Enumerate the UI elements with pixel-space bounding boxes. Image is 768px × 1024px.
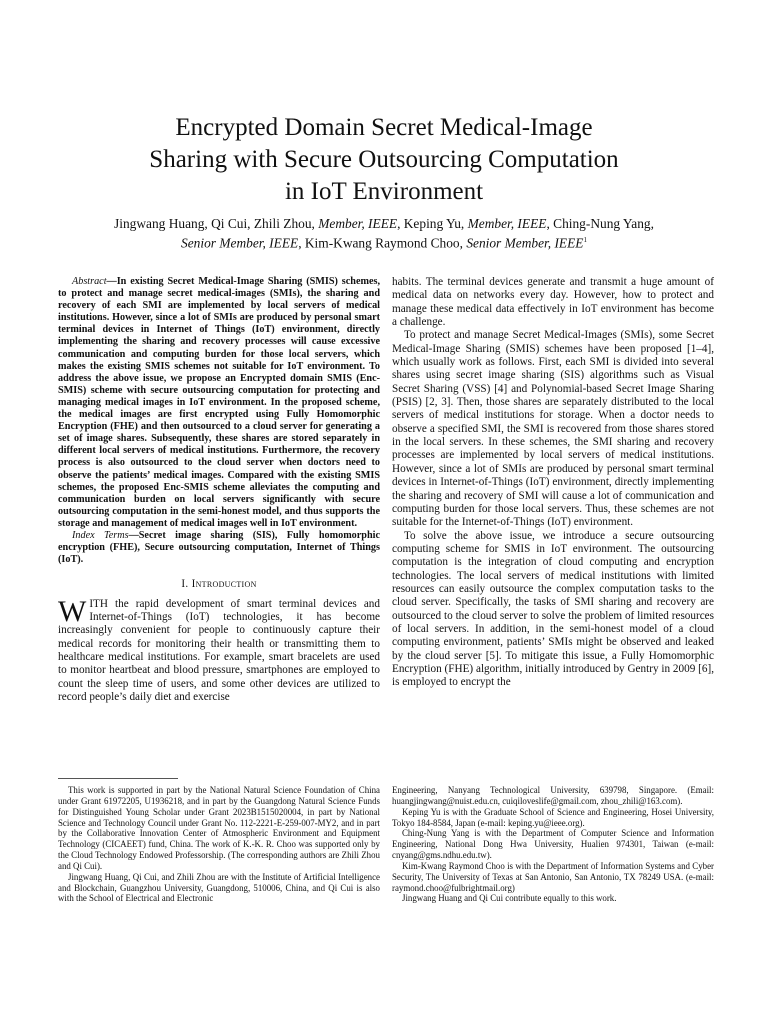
footnote-equal-contribution: Jingwang Huang and Qi Cui contribute equally to this work. [402, 893, 617, 904]
paper-title [60, 112, 708, 208]
section-number: I. [181, 578, 189, 591]
author-names-2: , Keping Yu, [397, 216, 468, 231]
author-names-1: Jingwang Huang, Qi Cui, Zhili Zhou, [114, 216, 319, 231]
intro-paragraph-1 [58, 594, 380, 705]
title-line-2: Sharing with Secure Outsourcing Computation [149, 146, 619, 173]
author-list [60, 216, 708, 251]
index-terms-text: —Secret image sharing (SIS), Fully homomorphic encryption (FHE), Secure outsourcing computation, Internet of Things (IoT). [58, 529, 380, 566]
abstract-text: —In existing Secret Medical-Image Sharing (SMIS) schemes, to protect and manage secret medical-images (SMIs), the sharing and recovery of each SMI are implemented by local servers of medical institutions. However, since a lot of SMIs are produced by personal smart terminal devices in Internet of Things (IoT) environment, directly implementing the sharing and recovery processes will cause excessive communication and computing burden for those local servers, which makes the existing SMIS schemes not suitable for IoT environment. To address the above issue, we propose an Encrypted domain SMIS (Enc-SMIS) scheme with secure outsourcing computation for protecting and managing medical images in IoT environment. In the proposed scheme, the medical images are first encrypted using Fully Homomorphic Encryption (FHE) and then outsourced to a cloud server for generating a set of image shares. Subsequently, these shares are stored separately in different local servers of medical institutions. Furthermore, the recovery process is also outsourced to the cloud server when doctors need to observe the patients’ medical images. Compared with the existing SMIS schemes, the proposed Enc-SMIS scheme alleviates the computing and communication burden on local servers significantly with secure outsourcing computation in the semi-honest model, and thus supports the storage and management of medical images well in IoT environment. [58, 276, 380, 529]
footnote-affiliation-yang: Ching-Nung Yang is with the Department of Computer Science and Information Engineering, National Dong Hwa University, Hualien 974301, Taiwan (e-mail: cnyang@gms.ndhu.edu.tw). [392, 828, 714, 861]
section-title: Introduction [191, 578, 257, 591]
author-names-4: , Kim-Kwang Raymond Choo, [298, 235, 467, 251]
author-membership-3: Senior Member, IEEE [181, 235, 299, 251]
footnote-rule [58, 778, 178, 779]
index-terms [58, 530, 380, 566]
index-terms-label: Index Terms [72, 529, 129, 541]
footnotes-left [58, 785, 380, 904]
author-membership-4: Senior Member, IEEE [466, 235, 584, 251]
footnotes-right [392, 785, 714, 904]
author-names-3: , Ching-Nung Yang, [546, 216, 654, 231]
footnote-affiliation-yu: Keping Yu is with the Graduate School of Science and Engineering, Hosei University, Tokyo 184-8584, Japan (e-mail: keping.yu@ieee.org). [392, 806, 714, 828]
author-footnote-mark: 1 [583, 236, 587, 244]
intro-text-1: ITH the rapid development of smart terminal devices and Internet-of-Things (IoT) technologies, it has become increasingly convenient for people to continuously capture their medical records for monitoring their health or transmitting them to healthcare medical institutions. For example, smart bracelets are used to monitor heartbeat and blood pressure, smartphones are employed to count the sleep time of users, and some other devices are utilized to record people’s daily diet and exercise [58, 597, 380, 703]
author-line-1 [60, 216, 708, 232]
footnote-affiliation-choo: Kim-Kwang Raymond Choo is with the Department of Information Systems and Cyber Security, The University of Texas at San Antonio, San Antonio, TX 78249 USA. (e-mail: raymond.choo@fulbrightmail.org) [392, 860, 714, 893]
left-column [58, 276, 380, 704]
intro-paragraph-3: To solve the above issue, we introduce a secure outsourcing computing scheme for SMIS in IoT environment. The outsourcing computation is the integration of cloud computing and encryption technologies. The local servers of medical institutions with limited resources can easily outsource the complex computation tasks to the cloud server. Specifically, the tasks of SMI sharing and recovery are outsourced to the cloud server to solve the problem of limited resources of local servers. In addition, in the semi-honest model of a cloud computing environment, patients’ SMIs might be observed and leaked by the cloud server [5]. To mitigate this issue, a Fully Homomorphic Encryption (FHE) algorithm, initially introduced by Gentry in 2009 [6], is employed to encrypt the [392, 529, 714, 689]
title-line-1: Encrypted Domain Secret Medical-Image [175, 114, 593, 141]
author-membership-2: Member, IEEE [467, 216, 547, 231]
footnote-funding: This work is supported in part by the National Natural Science Foundation of China under Grant 61972205, U1936218, and in part by the Guangdong Natural Science Funds for Distinguished Young Scholar under Grant 2023B1515020004, in part by National Science and Technology Council under Grant No. 112-2221-E-259-007-MY2, and in part by the Collaborative Innovation Center of Atmospheric Environment and Equipment Technology (CICAEET) fund, China. The work of K.-K. R. Choo was supported only by the Cloud Technology Endowed Professorship. (The corresponding authors are Zhili Zhou and Qi Cui). [58, 785, 380, 871]
footnote-affiliation-1: Jingwang Huang, Qi Cui, and Zhili Zhou are with the Institute of Artificial Intelligence and Blockchain, Guangzhou University, Guangdong, 510006, China, and Qi Cui is also with the School of Electrical and Electronic [58, 871, 380, 904]
section-heading [58, 578, 380, 591]
footnote-affiliation-1-continued: Engineering, Nanyang Technological University, 639798, Singapore. (Email: huangjingwang@nuist.edu.cn, cuiqiloveslife@gmail.com, zhou_zhili@163.com). [392, 785, 714, 806]
author-membership-1: Member, IEEE [318, 216, 398, 231]
intro-paragraph-2: To protect and manage Secret Medical-Images (SMIs), some Secret Medical-Image Sharing (SMIS) schemes have been proposed [1–4], which usually work as follows. First, each SMI is divided into several shares using secret image sharing (SIS) algorithms such as Visual Secret Sharing (VSS) [4] and Polynomial-based Secret Image Sharing (PSIS) [2, 3]. Then, those shares are separately distributed to the local servers of medical institutions for storage. When a doctor needs to observe a specified SMI, the SMI is recovered from those shares stored in the local servers. In these schemes, the SMI sharing and recovery processes are implemented by local servers of medical institutions. However, since a lot of SMIs are produced by personal smart terminal devices in Internet-of-Things (IoT) environment, directly implementing the sharing and recovery of SMI will cause a lot of communication and computing burden for those local servers. Thus, these schemes are not suitable for the Internet-of-Things (IoT) environment. [392, 329, 714, 529]
abstract-label: Abstract [72, 276, 107, 287]
abstract [58, 276, 380, 530]
author-line-2 [60, 232, 708, 251]
right-column [392, 276, 714, 690]
intro-paragraph-1-continued: habits. The terminal devices generate and transmit a huge amount of medical data on networks every day. However, how to protect and manage these medical data effectively in IoT environment has become a challenge. [392, 276, 714, 329]
title-line-3: in IoT Environment [284, 178, 484, 205]
drop-cap: W [58, 594, 87, 628]
